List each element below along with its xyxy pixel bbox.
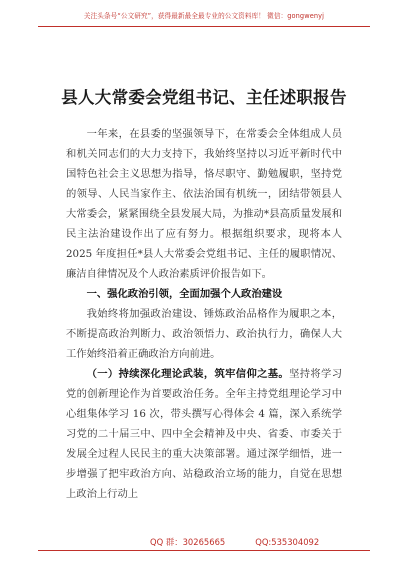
- document-body: [66, 124, 342, 504]
- footer-divider: [38, 550, 370, 551]
- subsection-text: 坚持将学习党的创新理论作为首要政治任务。全年主持党组理论学习中心组集体学习 16 次，带头撰写心得体会 4 篇，深入系统学习党的二十届三中、四中全会精神及中央、省委、市委关于发展全过程人民民主的重大决策部署。通过深学细悟，进一步增强了把牢政治方向、站稳政治立场的能力，自觉在思想上政治上行动上: [66, 368, 343, 500]
- header-note: 关注头条号“公文研究”，获得最新最全最专业的公文资料库！ 微信：gongwenyj: [83, 12, 325, 20]
- footer-qq-group: QQ 群：30265665: [150, 537, 226, 547]
- paragraph-intro: 一年来，在县委的坚强领导下，在常委会全体组成人员和机关同志们的大力支持下，我始终坚持以习近平新时代中国特色社会主义思想为指导，恪尽职守、勤勉履职，坚持党的领导、人民当家作主、依法治国有机统一，团结带领县人大常委会，紧紧围绕全县发展大局，为推动*县高质量发展和民主法治建设作出了应有努力。根据组织要求，现将本人 2025 年度担任*县人大常委会党组书记、主任的履职情况、廉洁自律情况及个人政治素质评价报告如下。: [66, 128, 342, 280]
- document-title: 县人大常委会党组书记、主任述职报告: [61, 88, 347, 107]
- footer-qq: QQ:535304092: [255, 537, 320, 547]
- paragraph-subsection: [66, 364, 342, 504]
- footer-contact: [150, 536, 319, 548]
- header-divider: [38, 26, 370, 27]
- subsection-heading: （一）持续深化理论武装，筑牢信仰之基。: [86, 368, 290, 380]
- paragraph-section-intro: 我始终将加强政治建设、锤炼政治品格作为履职之本，不断提高政治判断力、政治领悟力、政治执行力，确保人大工作始终沿着正确政治方向前进。: [66, 308, 342, 360]
- section-heading: 一、强化政治引领，全面加强个人政治建设: [86, 288, 283, 300]
